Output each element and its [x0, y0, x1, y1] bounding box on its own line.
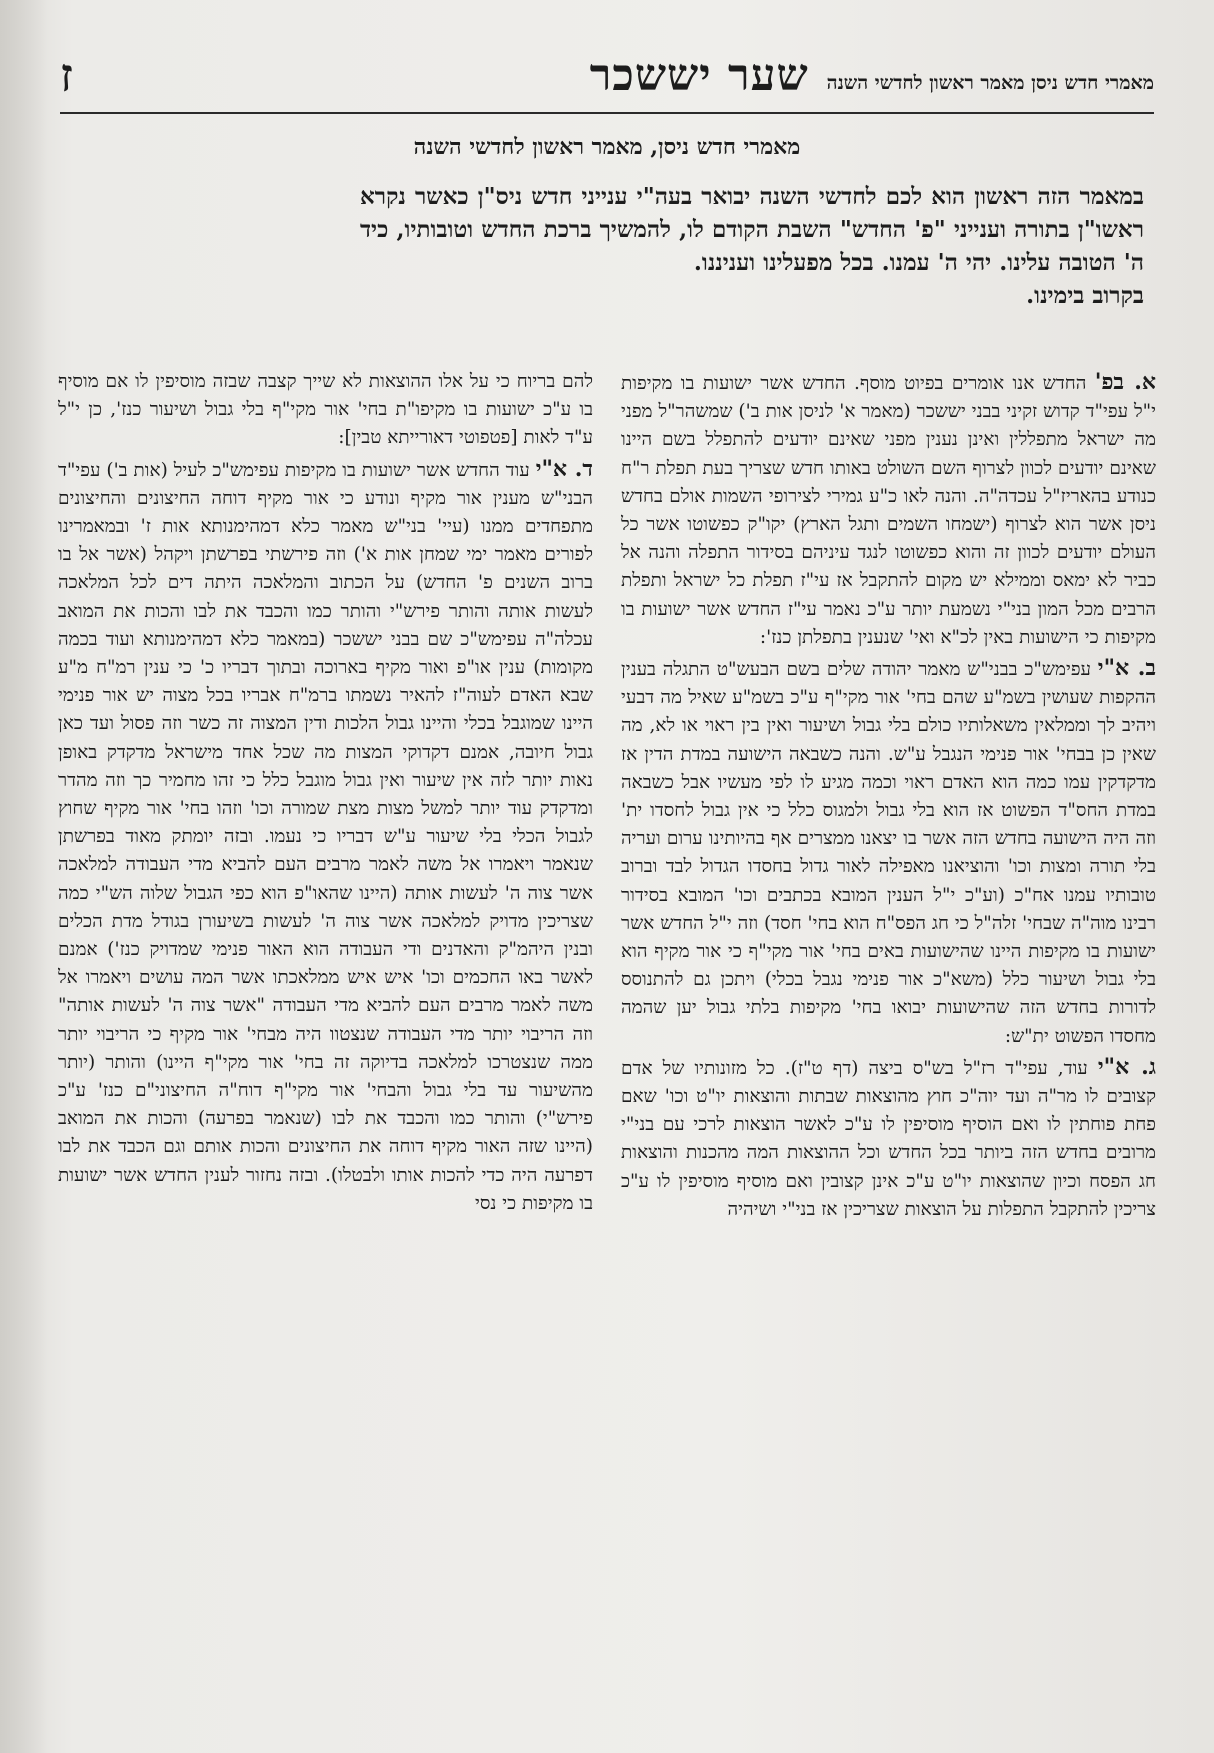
page-number: ז	[60, 48, 73, 102]
paragraph-marker: א. בפ'	[1094, 369, 1156, 395]
header-rule	[60, 112, 1154, 114]
intro-paragraph	[360, 180, 1144, 312]
paragraph-dalet	[58, 455, 593, 1218]
paragraph-continued	[58, 368, 593, 453]
paragraph-text: עוד, עפי"ד רז"ל בש"ס ביצה (דף ט"ז). כל מזונותיו של אדם קצובים לו מר"ה ועד יוה"כ חוץ מהוצאות שבתות והוצאות יו"ט וכו' שאם פחת פוחתין לו ואם הוסיף מוסיפין לו ע"כ לאשר הוצאות לרכי עם בני"י מרובים בחדש הזה ביותר בכל החדש וכל ההוצאות המה מהכנות והוצאות חג הפסח וכיון שהוצאות יו"ט ע"כ אינן קצובין ואם מוסיף מוסיפין לו ע"כ צריכין להתקבל התפלות על הוצאות שצריכין אז בני"י ושיהיה	[621, 1057, 1156, 1220]
header-subtitle: מאמרי חדש ניסן מאמר ראשון לחדשי השנה	[826, 71, 1154, 94]
column-left	[58, 368, 593, 1733]
paragraph-alef	[621, 368, 1156, 652]
column-right	[621, 368, 1156, 1733]
page-shadow	[0, 0, 48, 1753]
paragraph-text: עוד החדש אשר ישועות בו מקיפות עפימש"כ לעיל (אות ב') עפי"ד הבני"ש מענין אור מקיף ונודע כי אור מקיף דוחה החיצונים והחיצונים מתפחדים ממנו (עיי' בני"ש מאמר כלא דמהימנותא אות ז' ובמאמרינו לפורים מאמר ימי שמחן אות א') וזה פירשתי בפרשתן ויקהל (אשר אל בו ברוב השנים פ' החדש) על הכתוב והמלאכה היתה דים לכל המלאכה לעשות אותה והותר פירש"י והותר כמו והכבד את לבו והכות את המואב עכלה"ה עפימש"כ שם בבני יששכר (במאמר כלא דמהימנותא ועוד בכמה מקומות) ענין או"פ ואור מקיף בארוכה ובתוך דבריו כ' כי ענין רמ"ח מ"ע שבא האדם לעוה"ז להאיר נשמתו ברמ"ח אבריו בכל מצוה יש אור פנימי היינו שמוגבל בכלי והיינו גבול הלכות ודין המצוה זה כשר וזה פסול ועד כאן גבול חיובה, אמנם דקדוקי המצות מה שכל אחד מישראל מדקדק באופן נאות יותר לזה אין שיעור ואין גבול מוגבל כלל כי זהו מחמיר כך וזה מהדר ומדקדק עוד יותר למשל מצות מצת שמורה וכו' וזהו בחי' אור מקיף שחוץ לגבול הכלי בלי שיעור ע"ש דבריו כי נעמו. ובזה יומתק מאוד בפרשתן שנאמר ויאמרו אל משה לאמר מרבים העם להביא מדי העבודה למלאכה אשר צוה ה' לעשות אותה (היינו שהאו"פ הוא כפי הגבול שלוה הש"י כמה שצריכין מדויק למלאכה אשר צוה ה' לעשות בשיעורן בגודל מדת הכלים ובנין היהמ"ק והאדנים ודי העבודה הוא האור פנימי שמדויק כנז') אמנם לאשר באו החכמים וכו' איש איש ממלאכתו אשר המה עושים ויאמרו אל משה לאמר מרבים העם להביא מדי העבודה "אשר צוה ה' לעשות אותה" וזה הריבוי יותר מדי העבודה שנצטוו היה מבחי' אור מקיף כי הריבוי יותר ממה שנצטרכו למלאכה בדיוקה זה בחי' אור מקי"ף היינו) והותר (יותר מהשיעור עד בלי גבול והבחי' אור מקי"ף דוח"ה החיצוני"ם כנז' ע"כ פירש"י) והותר כמו והכבד את לבו (שנאמר בפרעה) והכות את המואב (היינו שזה האור מקיף דוחה את החיצונים והכות אותם וגם הכבד את לבו דפרעה היה כדי להכות אותו ולבטלו). ובזה נחזור לענין החדש אשר ישועות בו מקיפות כי נסי	[58, 459, 593, 1214]
header-titles	[590, 50, 1154, 101]
paragraph-marker: ד. א"י	[535, 455, 593, 482]
paragraph-gimel	[621, 1053, 1156, 1224]
section-title: מאמרי חדש ניסן, מאמר ראשון לחדשי השנה	[413, 134, 801, 160]
book-title: שער יששכר	[589, 49, 809, 101]
paragraph-marker: ב. א"י	[1097, 655, 1156, 682]
intro-last-line: בקרוב בימינו.	[1026, 282, 1144, 309]
running-header	[60, 40, 1154, 110]
paragraph-marker: ג. א"י	[1097, 1053, 1156, 1080]
intro-text: במאמר הזה ראשון הוא לכם לחדשי השנה יבואר בעה"י ענייני חדש ניס"ן כאשר נקרא ראשו"ן בתורה וענייני "פ' החדש" השבת הקודם לו, להמשיך ברכת החדש וטובותיו, כיד ה' הטובה עלינו. יהי ה' עמנו. בכל מפעלינו ועניננו.	[360, 183, 1144, 276]
paragraph-text: החדש אנו אומרים בפיוט מוסף. החדש אשר ישועות בו מקיפות י"ל עפי"ד קדוש זקיני בבני יששכר (מאמר א' לניסן אות ב') שמשהר"ל מפני מה ישראל מתפללין ואינן נענין מפני שאינם יודעים להתפלל בשם היינו שאינם יודעים לכוון לצרוף השם השולט באותו חדש שצריך בעת תפלת ר"ח כנודע בהאריז"ל עכדה"ה. והנה לאו כ"ע גמירי לצירופי השמות אולם בחדש ניסן אשר הוא לצרוף (ישמחו השמים ותגל הארץ) יקו"ק כפשוטו אשר כל העולם יודעים לכוון זה והוא כפשוטו לנגד עיניהם בסידור התפלה והנה אל כביר לא ימאס וממילא יש מקום להתקבל אז עי"ז תפלת כל ישראל ותפלת הרבים מכל המון בני"י נשמעת יותר ע"כ נאמר עי"ז החדש אשר ישועות בו מקיפות כי הישועות באין לכ"א ואי' שנענין בתפלתן כנז':	[621, 373, 1156, 648]
paragraph-text: עפימש"כ בבני"ש מאמר יהודה שלים בשם הבעש"ט התגלה בענין ההקפות שעושין בשמ"ע שהם בחי' אור מקי"ף ע"כ בשמ"ע שאיל מה דבעי ויהיב לך וממלאין משאלותיו כולם בלי גבול ושיעור ואין בין ראוי או לא, מה שאין כן בבחי' אור פנימי הנגבל ע"ש. והנה כשבאה הישועה במדת הדין אז מדקדקין עמו כמה הוא האדם ראוי וכמה מגיע לו לפי מעשיו אבל כשבאה במדת החס"ד הפשוט אז הוא בלי גבול ולמגוס כלל כי אין גבול לחסדו ית' וזה היה הישועה בחדש הזה אשר בו יצאנו ממצרים אף בהיותינו ערום ועריה בלי תורה ומצות וכו' והוציאנו מאפילה לאור גדול בחסדו הגדול לבד וברוב טובותיו עמנו אח"כ (וע"כ י"ל הענין המובא בכתבים וכו' המובא בסידור רבינו מוה"ה שבחי' זלה"ל כי חג הפס"ח הוא בחי' חסד) וזה י"ל החדש אשר ישועות בו מקיפות היינו שהישועות באים בחי' אור מקי"ף כי אור מקיף הוא בלי גבול ושיעור כלל (משא"כ אור פנימי נגבל בכלי) ויתכן גם להתנוסס לדורות בחדש הזה שהישועות יבואו בחי' מקיפות בלתי גבול יען שהמה מחסדו הפשוט ית"ש:	[621, 659, 1156, 1047]
body-columns	[58, 368, 1156, 1733]
paragraph-text: להם בריוח כי על אלו ההוצאות לא שייך קצבה שבזה מוסיפין לו אם מוסיף בו ע"כ ישועות בו מקיפו"ת בחי' אור מקי"ף בלי גבול ושיעור כנז', כן י"ל ע"ד לאות [פטפוטי דאורייתא טבין]:	[58, 371, 593, 449]
paragraph-bet	[621, 654, 1156, 1051]
